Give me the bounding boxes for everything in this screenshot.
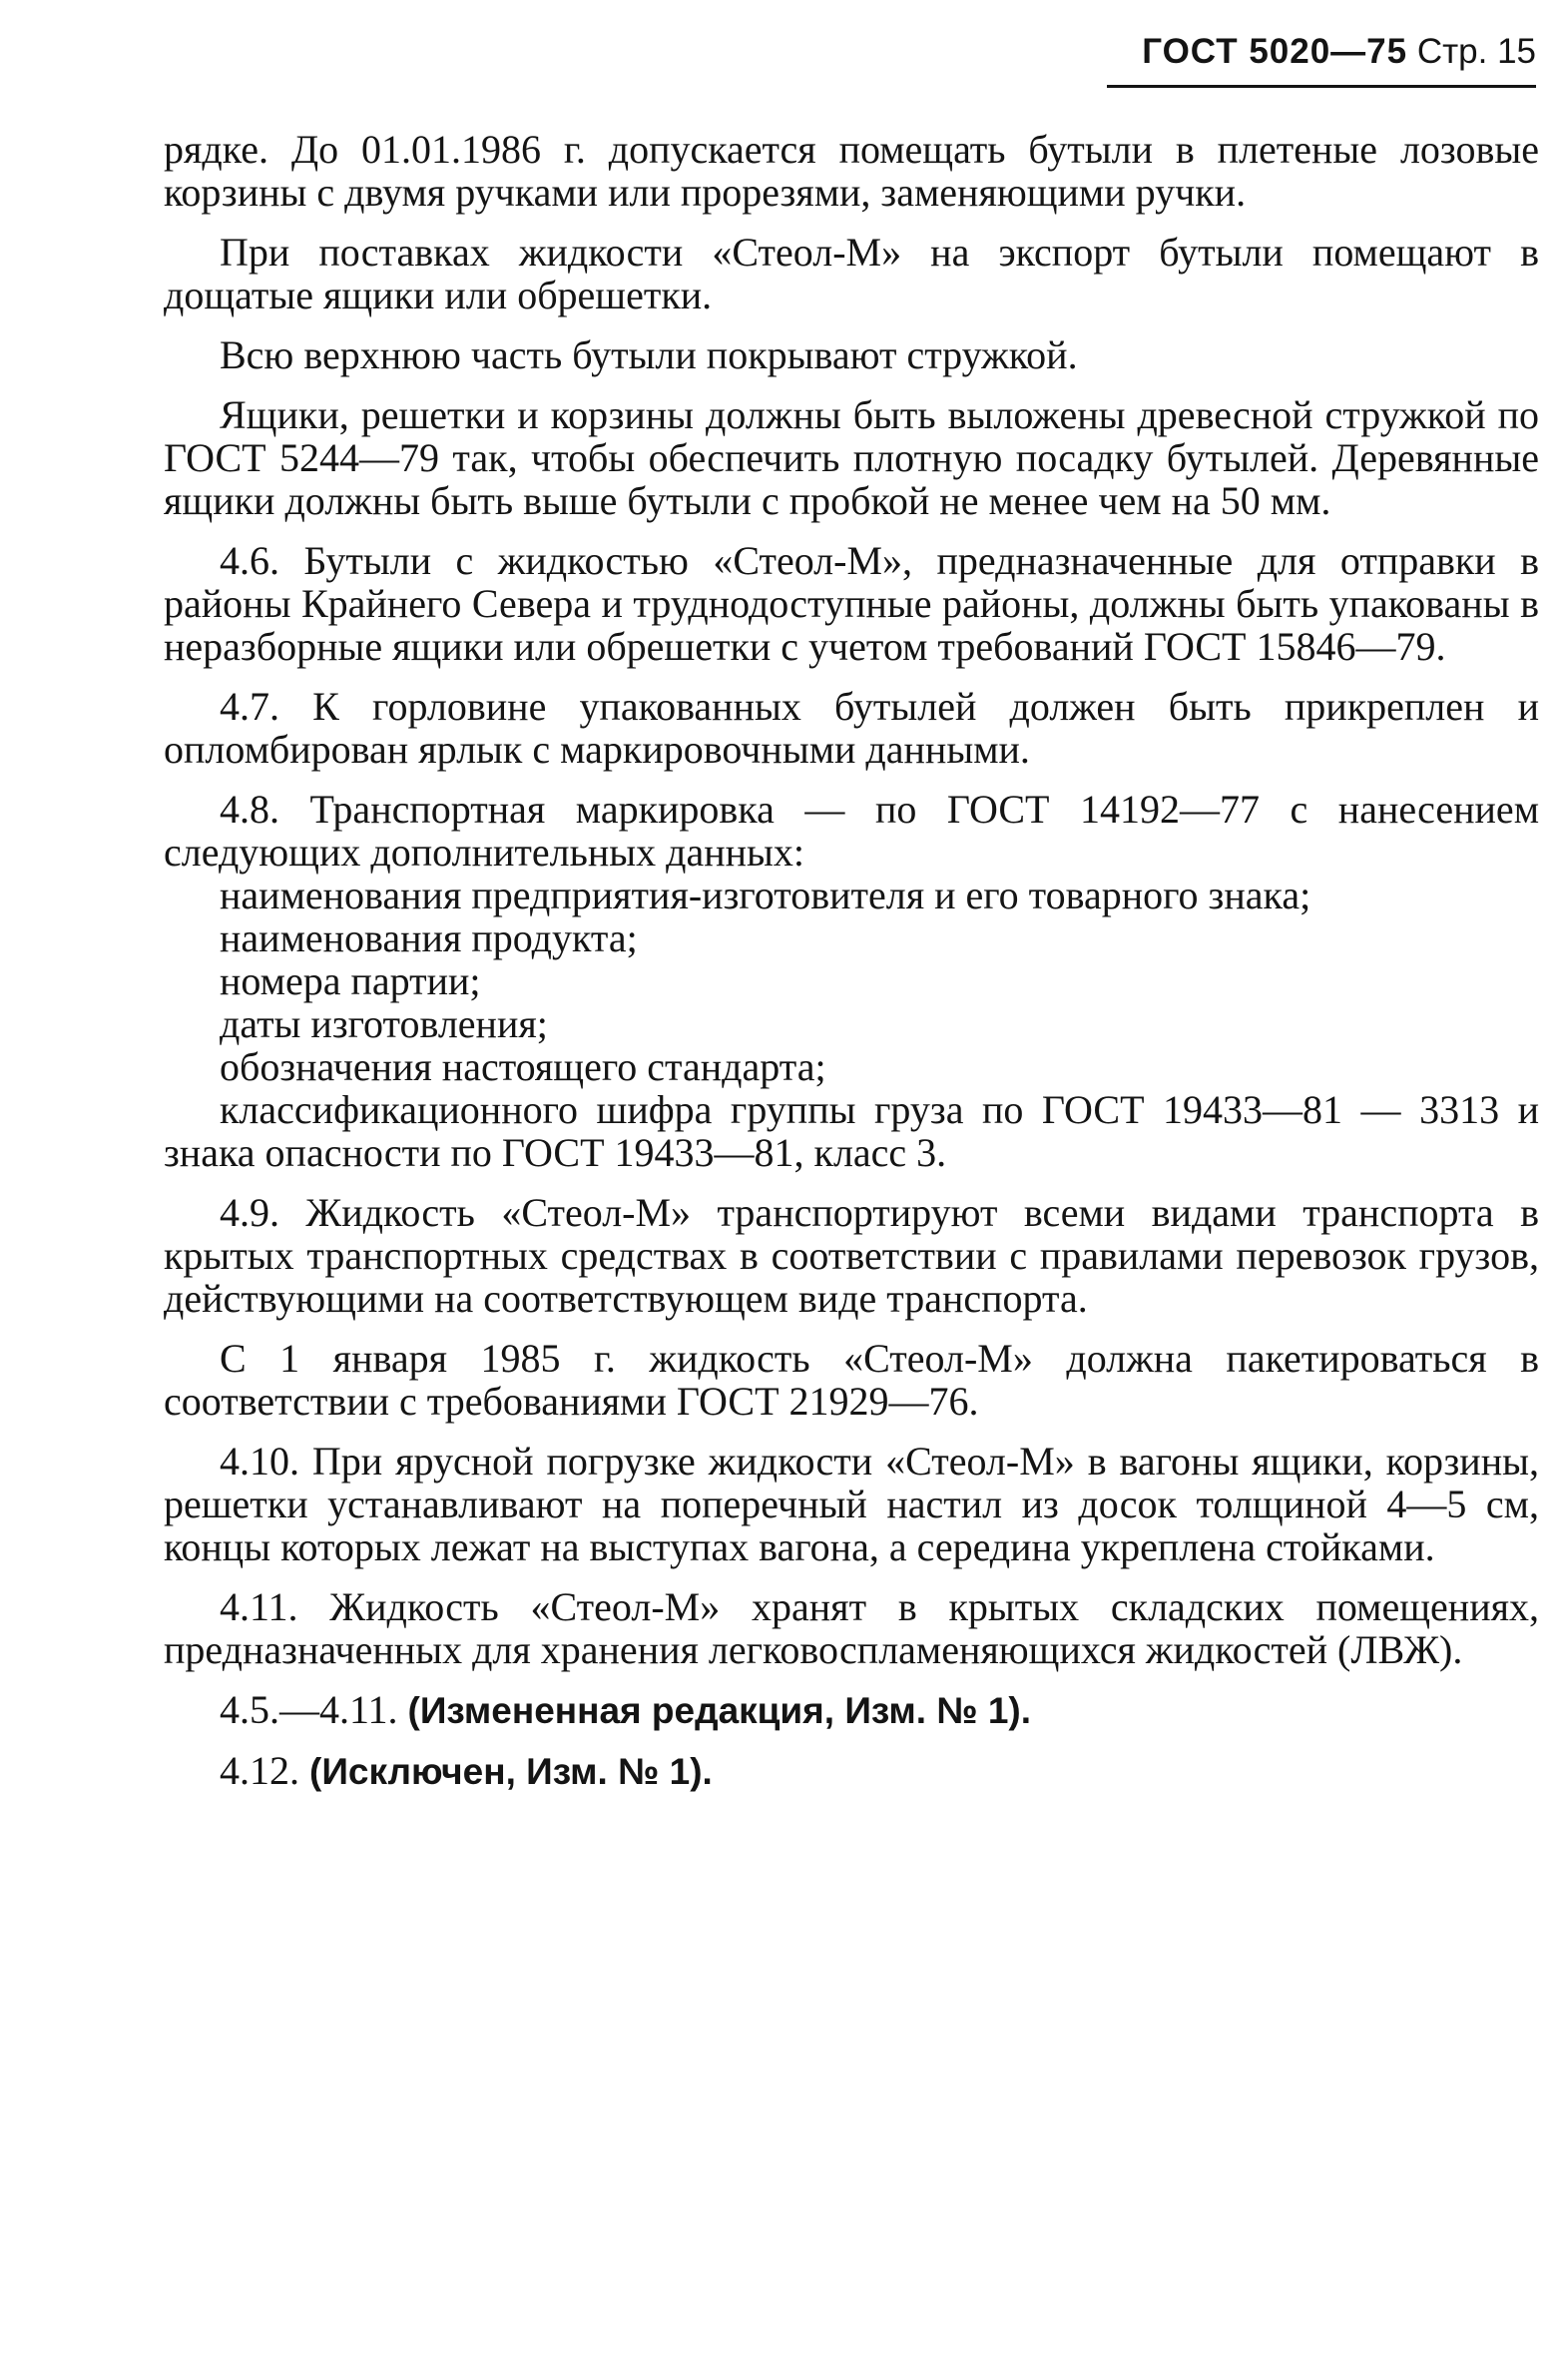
amendment-note: (Исключен, Изм. № 1). (309, 1751, 713, 1792)
paragraph-shavings: Всю верхнюю часть бутыли покрывают стружкой. (220, 332, 1078, 377)
amendment-ref: 4.12. (220, 1748, 299, 1793)
clause-4-9: 4.9. Жидкость «Стеол-М» транспортируют всеми видами транспорта в крытых транспортных средствах в соответствии с правилами перевозок грузов, действующими на соответствующем виде транспорта. (164, 1190, 1539, 1321)
paragraph-boxes: Ящики, решетки и корзины должны быть выложены древесной стружкой по ГОСТ 5244—79 так, чтобы обеспечить плотную посадку бутылей. Деревянные ящики должны быть выше бутыли с пробкой не менее чем на 50 мм. (164, 392, 1539, 523)
list-item: обозначения настоящего стандарта; (220, 1044, 826, 1089)
clause-4-6: 4.6. Бутыли с жидкостью «Стеол-М», предназначенные для отправки в районы Крайнего Севера и труднодоступные районы, должны быть упакованы в неразборные ящики или обрешетки с учетом требований ГОСТ 15846—79. (164, 538, 1539, 669)
clause-4-8: 4.8. Транспортная маркировка — по ГОСТ 14192—77 с нанесением следующих дополнительных данных: (164, 787, 1539, 875)
list-item: наименования предприятия-изготовителя и его товарного знака; (220, 873, 1311, 917)
document-body (164, 128, 1539, 1810)
list-item: наименования продукта; (220, 915, 638, 960)
clause-4-7: 4.7. К горловине упакованных бутылей должен быть прикреплен и опломбирован ярлык с маркировочными данными. (164, 684, 1539, 772)
clause-4-11: 4.11. Жидкость «Стеол-М» хранят в крытых складских помещениях, предназначенных для хранения легковоспламеняющихся жидкостей (ЛВЖ). (164, 1584, 1539, 1672)
amendment-note: (Измененная редакция, Изм. № 1). (407, 1690, 1032, 1731)
paragraph-export: При поставках жидкости «Стеол-М» на экспорт бутыли помещают в дощатые ящики или обрешетки. (164, 230, 1539, 317)
amendment-4-12 (164, 1749, 1539, 1793)
paragraph-packaging-1985: С 1 января 1985 г. жидкость «Стеол-М» должна пакетироваться в соответствии с требованиями ГОСТ 21929—76. (164, 1336, 1539, 1424)
page-header (1107, 30, 1536, 74)
page-number: Стр. 15 (1416, 32, 1536, 71)
amendment-ref: 4.5.—4.11. (220, 1687, 398, 1732)
clause-4-10: 4.10. При ярусной погрузке жидкости «Стеол-М» в вагоны ящики, корзины, решетки устанавливают на поперечный настил из досок толщиной 4—5 см, концы которых лежат на выступах вагона, а середина укреплена стойками. (164, 1439, 1539, 1569)
marking-list (164, 874, 1539, 1174)
paragraph-continuation: рядке. До 01.01.1986 г. допускается помещать бутыли в плетеные лозовые корзины с двумя ручками или прорезями, заменяющими ручки. (164, 127, 1539, 215)
standard-number: ГОСТ 5020—75 (1142, 32, 1408, 71)
amendment-4-5-4-11 (164, 1688, 1539, 1732)
list-item: даты изготовления; (220, 1001, 548, 1046)
list-item: номера партии; (220, 958, 481, 1003)
header-rule (1107, 85, 1536, 88)
list-item: классификационного шифра группы груза по ГОСТ 19433—81 — 3313 и знака опасности по ГОСТ 19433—81, класс 3. (164, 1087, 1539, 1175)
